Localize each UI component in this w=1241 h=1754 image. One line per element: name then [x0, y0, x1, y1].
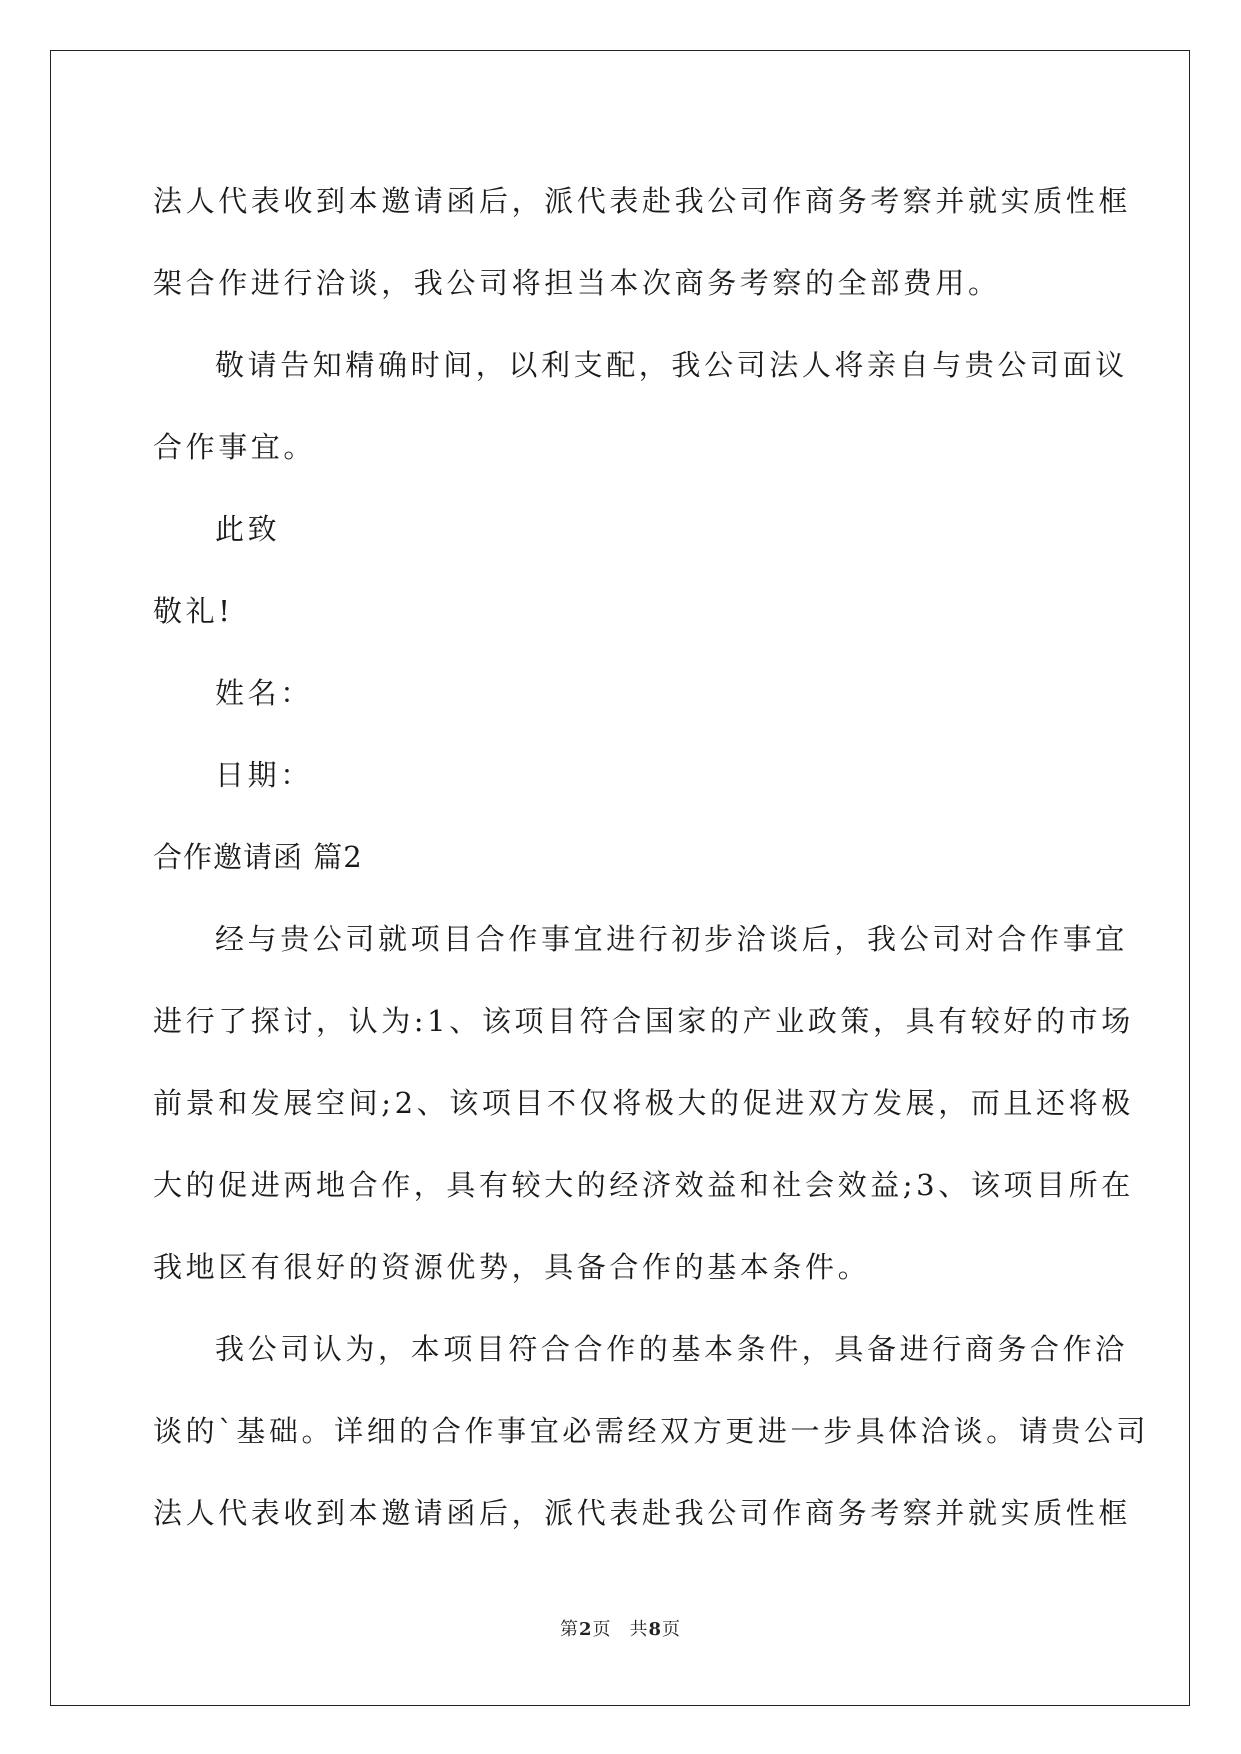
paragraph-line: 进行了探讨，认为:1、该项目符合国家的产业政策，具有较好的市场 — [153, 1004, 1134, 1038]
paragraph-line: 我地区有很好的资源优势，具备合作的基本条件。 — [153, 1250, 871, 1284]
paragraph-line: 我公司认为，本项目符合合作的基本条件，具备进行商务合作洽 — [215, 1332, 1128, 1366]
paragraph-line: 经与贵公司就项目合作事宜进行初步洽谈后，我公司对合作事宜 — [215, 922, 1128, 956]
signature-date-label: 日期： — [215, 758, 313, 792]
paragraph-line: 法人代表收到本邀请函后，派代表赴我公司作商务考察并就实质性框 — [153, 1496, 1132, 1530]
paragraph-line: 法人代表收到本邀请函后，派代表赴我公司作商务考察并就实质性框 — [153, 184, 1132, 218]
total-suffix: 页 — [662, 1619, 682, 1640]
page-footer — [0, 1615, 1241, 1641]
paragraph-line: 架合作进行洽谈，我公司将担当本次商务考察的全部费用。 — [153, 266, 1001, 300]
page-prefix: 第 — [559, 1619, 579, 1640]
closing-salutation: 此致 — [215, 512, 281, 546]
document-body — [153, 160, 1150, 1554]
signature-name-label: 姓名： — [215, 676, 313, 710]
paragraph-line: 谈的`基础。详细的合作事宜必需经双方更进一步具体洽谈。请贵公司 — [153, 1414, 1150, 1448]
closing-regards: 敬礼! — [153, 594, 234, 628]
total-pages-number: 8 — [648, 1619, 663, 1640]
paragraph-line: 合作事宜。 — [153, 430, 317, 464]
paragraph-line: 敬请告知精确时间，以利支配，我公司法人将亲自与贵公司面议 — [215, 348, 1128, 382]
current-page-number: 2 — [578, 1619, 593, 1640]
paragraph-line: 前景和发展空间;2、该项目不仅将极大的促进双方发展，而且还将极 — [153, 1086, 1134, 1120]
page-suffix: 页 — [592, 1619, 612, 1640]
section-heading: 合作邀请函 篇2 — [153, 840, 363, 874]
paragraph-line: 大的促进两地合作，具有较大的经济效益和社会效益;3、该项目所在 — [153, 1168, 1134, 1202]
total-prefix: 共 — [629, 1619, 649, 1640]
